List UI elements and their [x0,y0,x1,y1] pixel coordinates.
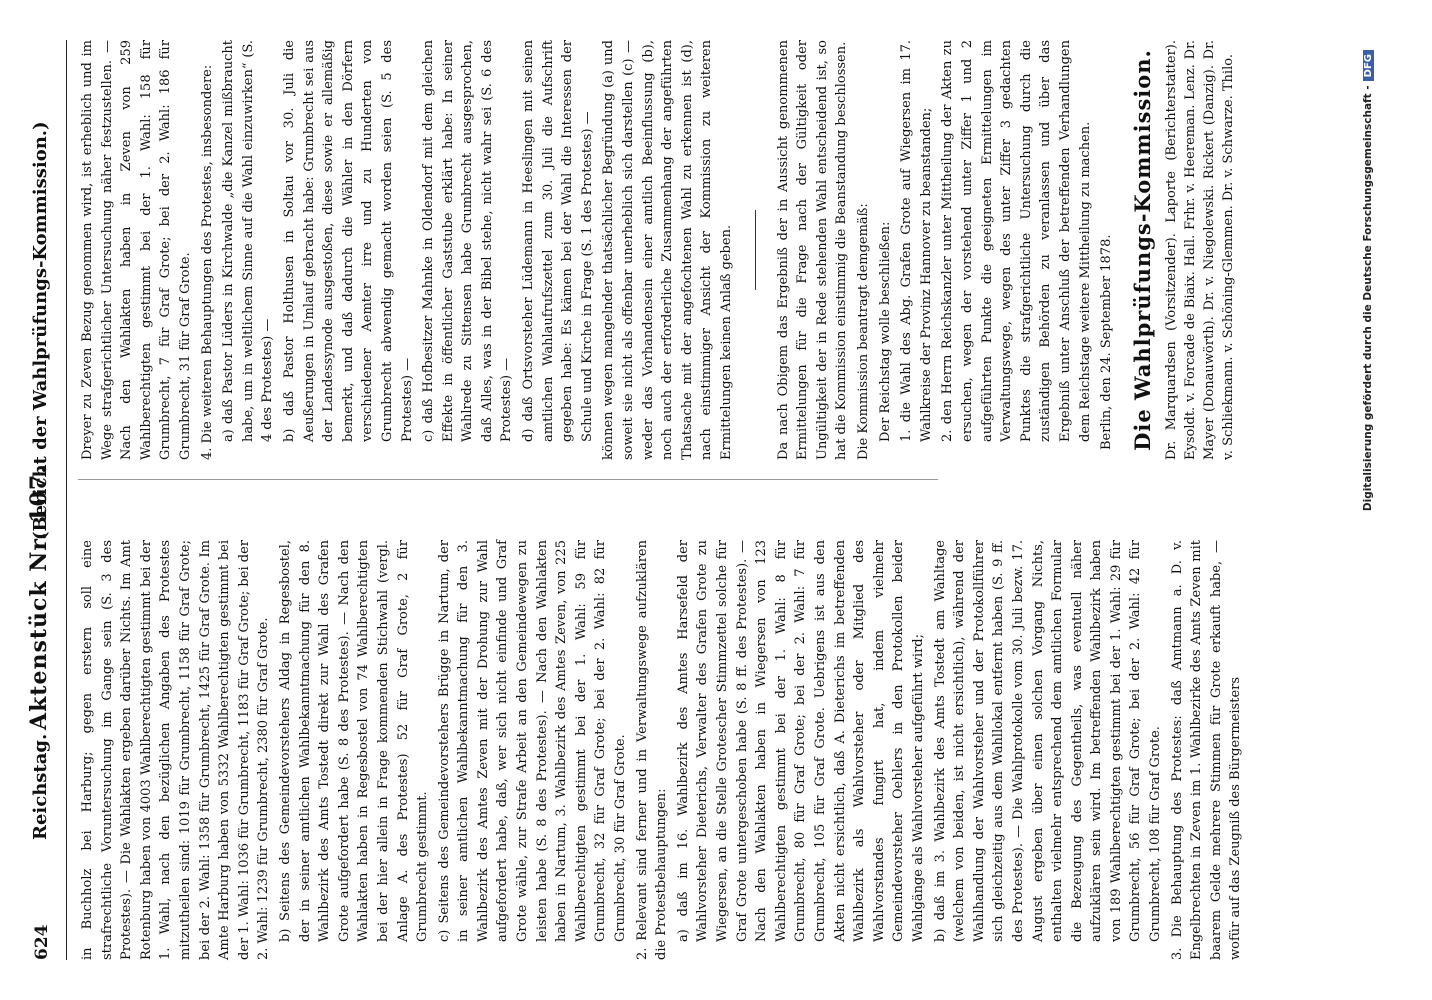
paragraph: Da nach Obigem das Ergebniß der in Aussicht genommenen Ermittelungen für die Frage nach der Gültigkeit oder Ungültigkeit der in Rede stehenden Wahl entscheidend ist, so hat die Kommission einstimmig die Beanstandung beschlossen. [775,40,850,460]
running-head-right: (Bericht der Wahlprüfungs-Kommission.) [30,121,51,540]
paragraph: 3. Die Behauptung des Protestes: daß Amtmann a. D. v. Engelbrechten in Zeven im 1. Wahlbezirke des Amts Zeven mit baarem Gelde mehrere Stimmen für Grote erkauft habe, — wofür auf das Zeugniß des Bürgermeisters [1169,540,1244,960]
date-line: Berlin, den 24. September 1878. [1099,234,1115,450]
section-rule [755,210,756,290]
paragraph: b) Seitens des Gemeindevorstehers Aldag in Regesbostel, der in seiner amtlichen Wahlbekanntmachung für den 8. Wahlbezirk des Amts Tostedt direkt zur Wahl des Grafen Grote aufgefordert habe (S. 8 des Protestes). — Nach den Wahlakten haben in Regesbostel von 74 Wahlberechtigten bei der hier allein in Frage kommenden Stichwahl (vergl. Anlage A. des Protestes) 52 für Graf Grote, 2 für Grumbrecht gestimmt. [277,540,431,942]
credit-text: Digitalisierung gefördert durch die Deutsche Forschungsgemeinschaft - [1362,85,1374,512]
paragraph: b) daß im 3. Wahlbezirk des Amts Tostedt am Wahltage (welchem von beiden, ist nicht ersichtlich), während der Wahlhandlung der Wahlvorsteher und der Protokollführer sich gleichzeitig aus dem Wahllokal entfernt haben (S. 9 ff. des Protestes). — Die Wahlprotokolle vom 30. Juli bezw. 17. August ergeben über einen solchen Vorgang Nichts, enthalten vielmehr entsprechend dem amtlichen Formular die Bezeugung des Gegentheils, was eventuell näher aufzuklären sein wird. Im betreffenden Wahlbezirk haben von 189 Wahlberechtigten gestimmt bei der 1. Wahl: 29 für Grumbrecht, 56 für Graf Grote; bei der 2. Wahl: 42 für Grumbrecht, 108 für Graf Grote. [932,540,1164,942]
paragraph: b) daß Pastor Holthusen in Soltau vor 30. Juli die Aeußerungen in Umlauf gebracht habe: Grumbrecht sei aus der Landessynode ausgestoßen, diese sowie er allemäßig bemerkt, und daß dadurch die Wähler in den Dörfern verschiedener Aemter irre und zu Hunderten von Grumbrecht abwendig gemacht worden seien (S. 5 des Protestes) — [281,40,415,442]
paragraph: c) Seitens des Gemeindevorstehers Brügge in Nartum, der in seiner amtlichen Wahlbekanntmachung für den 3. Wahlbezirk des Amtes Zeven mit der Drohung zur Wahl aufgefordert habe, daß, wer sich nicht einfinde und Graf Grote wähle, zur Strafe Arbeit an den Gemeindewegen zu leisten habe (S. 8 des Protestes). — Nach den Wahlakten haben in Nartum, 3. Wahlbezirk des Amtes Zeven, von 225 Wahlberechtigten gestimmt bei der 1. Wahl: 59 für Grumbrecht, 32 für Graf Grote; bei der 2. Wahl: 82 für Grumbrecht, 30 für Graf Grote. [436,540,629,942]
paragraph: 1. die Wahl des Abg. Grafen Grote auf Wiegersen im 17. Wahlkreise der Provinz Hannover zu beanstanden; [899,40,934,442]
paragraph: 4. Die weiteren Behauptungen des Protestes, insbesondere: [199,64,215,460]
running-head-title: Aktenstück Nr. 107. [26,465,52,730]
right-column [78,40,1240,460]
paragraph: 2. Relevant sind ferner und in Verwaltungswege aufzuklären die Protestbehauptungen: [634,540,670,960]
left-column [78,540,1244,960]
paragraph: c) daß Hofbesitzer Mahnke in Oldendorf mit dem gleichen Effekte in öffentlicher Gaststube erklärt habe: In seiner Wahlrede zu Sittensen habe Grumbrecht ausgesprochen, daß Alles, was in der Bibel stehe, nicht wahr sei (S. 6 des Protestes) — [421,40,515,442]
paragraph: in Buchholz bei Harburg; gegen erstern soll eine strafrechtliche Voruntersuchung im Gange sein (S. 3 des Protestes). — Die Wahlakten ergeben darüber Nichts. Im Amt Rotenburg haben von 4003 Wahlberechtigten gestimmt bei der 1. Wahl, nach den bezüglichen Angaben des Protestes mitzutheilen sind: 1019 für Grumbrecht, 1158 für Graf Grote; bei der 2. Wahl: 1358 für Grumbrecht, 1425 für Graf Grote. Im Amte Harburg haben von 5332 Wahlberechtigten gestimmt bei der 1. Wahl: 1036 für Grumbrecht, 1183 für Graf Grote; bei der 2. Wahl: 1239 für Grumbrecht, 2380 für Graf Grote. [80,540,272,960]
running-head-left: Reichstag. [30,733,51,840]
paragraph: Der Reichstag wolle beschließen: [877,221,893,442]
page-number: 624 [32,924,52,960]
paragraph: Dreyer zu Zeven Bezug genommen wird, ist erheblich und im Wege strafgerichtlicher Untersuchung näher festzustellen. — Nach den Wahlakten haben in Zeven von 259 Wahlberechtigten gestimmt bei der 1. Wahl: 158 für Grumbrecht, 7 für Graf Grote; bei der 2. Wahl: 186 für Grumbrecht, 31 für Graf Grote. [80,40,193,460]
paragraph: Die Kommission beantragt demgemäß: [855,203,871,460]
paragraph: 2. den Herrn Reichskanzler unter Mittheilung der Akten zu ersuchen, wegen der vorstehend unter Ziffer 1 und 2 aufgeführten Punkte die geeigneten Ermittelungen im Verwaltungswege, wegen des unter Ziffer 3 gedachten Punktes die strafgerichtliche Untersuchung durch die zuständigen Behörden zu veranlassen und über das Ergebniß unter Anschluß der betreffenden Verhandlungen dem Reichstage weitere Mittheilung zu machen. [940,40,1093,442]
paragraph: a) daß Pastor Lüders in Kirchwalde „die Kanzel mißbraucht habe, um in weltlichem Sinne auf die Wahl einzuwirken“ (S. 4 des Protestes) — [221,40,276,442]
digitization-credit [1362,50,1374,980]
dfg-logo: DFG [1363,50,1374,81]
paragraph: d) daß Ortsvorsteher Lüdemann in Heeslingen mit seinen amtlichen Wahlaufrufszettel zum 30. Juli die Aufschrift gegeben habe: Es kämen bei der Wahl die Interessen der Schule und Kirche in Frage (S. 1 des Protestes) — [521,40,595,442]
paragraph: können wegen mangelnder thatsächlicher Begründung (a) und soweit sie nicht als offenbar unerheblich sich darstellen (c) — weder das Vorhandensein einer amtlich Beeinflussung (b), noch auch der erforderliche Zusammenhang der angeführten Thatsache mit der angefochtenen Wahl zu erkennen ist (d), nach einstimmiger Ansicht der Kommission zu weiteren Ermittelungen keinen Anlaß geben. [601,40,734,460]
commission-title: Die Wahlprüfungs-Kommission. [1129,49,1155,451]
paragraph: a) daß im 16. Wahlbezirk des Amtes Harsefeld der Wahlvorsteher Dieterichs, Verwalter des Grafen Grote zu Wiegersen, an die Stelle Grotescher Stimmzettel solche für Graf Grote untergeschoben habe (S. 8 ff. des Protestes). — Nach den Wahlakten haben in Wiegersen von 123 Wahlberechtigten gestimmt bei der 1. Wahl: 8 für Grumbrecht, 80 für Graf Grote; bei der 2. Wahl: 7 für Grumbrecht, 105 für Graf Grote. Uebrigens ist aus den Akten nicht ersichtlich, daß A. Dieterichs im betreffenden Wahlbezirk als Wahlvorsteher oder Mitglied des Wahlvorstandes fungirt hat, indem vielmehr Gemeindevorsteher Oehlers in den Protokollen beider Wahlgänge als Wahlvorsteher aufgeführt wird; [675,540,926,942]
page-header [26,40,67,960]
column-divider [78,479,938,480]
commission-members: Dr. Marquardsen (Vorsitzender). Laporte (Berichterstatter). Eysoldt. v. Forcade de Biaix. Hall. Frhr. v. Heereman. Lenz. Dr. Mayer (Donauwörth). Dr. v. Niegolewski. Rickert (Danzig). Dr. v. Schliekmann. v. Schöning-Glemmen. Dr. v. Schwarze. Thilo. [1164,40,1237,460]
